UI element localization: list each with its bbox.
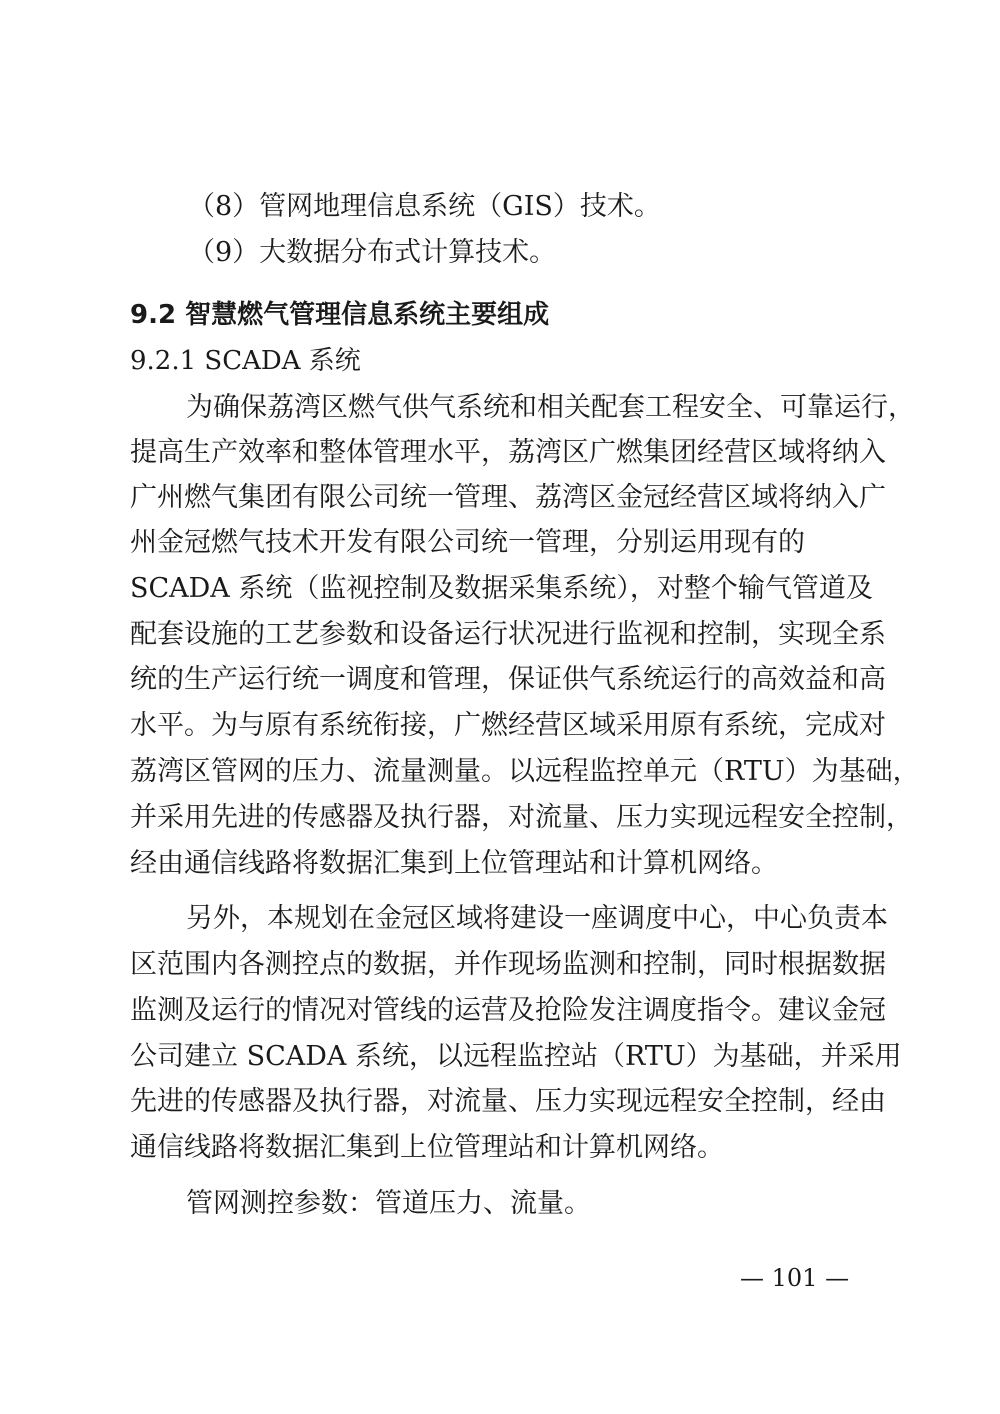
paragraph-line: 广州燃气集团有限公司统一管理、荔湾区金冠经营区域将纳入广 <box>130 482 886 513</box>
paragraph-line: 水平。为与原有系统衔接，广燃经营区域采用原有系统，完成对 <box>130 710 886 741</box>
subsection-heading: 9.2.1 SCADA 系统 <box>130 346 361 376</box>
paragraph-line: 并采用先进的传感器及执行器，对流量、压力实现远程安全控制， <box>130 802 913 833</box>
list-item-8: （8）管网地理信息系统（GIS）技术。 <box>188 191 661 222</box>
paragraph-line: 经由通信线路将数据汇集到上位管理站和计算机网络。 <box>130 848 778 879</box>
paragraph-line: 为确保荔湾区燃气供气系统和相关配套工程安全、可靠运行， <box>186 392 915 423</box>
paragraph-line: 监测及运行的情况对管线的运营及抢险发注调度指令。建议金冠 <box>130 995 886 1026</box>
paragraph-line: 区范围内各测控点的数据，并作现场监测和控制，同时根据数据 <box>130 949 886 980</box>
paragraph-line: 通信线路将数据汇集到上位管理站和计算机网络。 <box>130 1132 724 1163</box>
paragraph-line: 州金冠燃气技术开发有限公司统一管理，分别运用现有的 <box>130 527 805 558</box>
section-heading: 9.2 智慧燃气管理信息系统主要组成 <box>130 300 550 330</box>
paragraph-line: 提高生产效率和整体管理水平，荔湾区广燃集团经营区域将纳入 <box>130 437 886 468</box>
paragraph-line: 管网测控参数：管道压力、流量。 <box>186 1188 591 1219</box>
paragraph-line: 统的生产运行统一调度和管理，保证供气系统运行的高效益和高 <box>130 664 886 695</box>
paragraph-line: 配套设施的工艺参数和设备运行状况进行监视和控制，实现全系 <box>130 619 886 650</box>
page-number: — 101 — <box>740 1264 850 1292</box>
list-item-9: （9）大数据分布式计算技术。 <box>188 237 557 268</box>
paragraph-line: SCADA 系统（监视控制及数据采集系统），对整个输气管道及 <box>130 573 873 604</box>
paragraph-line: 荔湾区管网的压力、流量测量。以远程监控单元（RTU）为基础， <box>130 756 920 787</box>
paragraph-line: 公司建立 SCADA 系统，以远程监控站（RTU）为基础，并采用 <box>130 1041 902 1072</box>
paragraph-line: 另外，本规划在金冠区域将建设一座调度中心，中心负责本 <box>186 903 888 934</box>
paragraph-line: 先进的传感器及执行器，对流量、压力实现远程安全控制，经由 <box>130 1086 886 1117</box>
